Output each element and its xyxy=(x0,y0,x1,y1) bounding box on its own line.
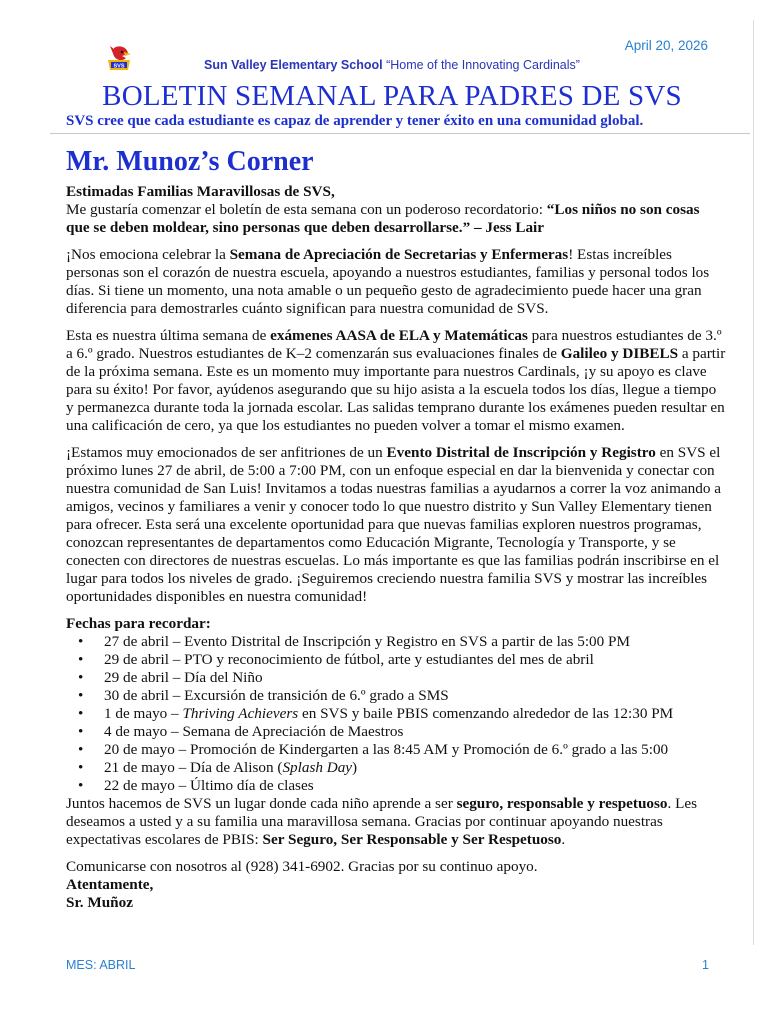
paragraph-quote-text: Me gustaría comenzar el boletín de esta semana con un poderoso recordatorio: xyxy=(66,201,547,218)
dates-heading: Fechas para recordar: xyxy=(66,615,211,632)
p2-text-c: ! Estas increíbles personas son el corazón de nuestra escuela, apoyando a nuestros estudiantes, familias y personal todos los días. Si tiene un momento, una nota amable o un pequeño gesto de agradecimiento puede hacer una gran diferencia para demostrarles cuánto significan para nuestra comunidad de SVS. xyxy=(66,246,710,317)
header-divider xyxy=(50,133,750,134)
school-line xyxy=(0,58,784,72)
date-item xyxy=(66,705,726,723)
page-edge-line xyxy=(753,20,754,945)
newsletter-body xyxy=(66,144,726,912)
p5-text-e: . xyxy=(561,831,566,848)
footer-month: MES: ABRIL xyxy=(66,958,136,972)
paragraph-testing xyxy=(66,327,726,435)
greeting-text: Estimadas Familias Maravillosas de SVS, xyxy=(66,183,335,200)
paragraph-quote xyxy=(66,201,726,237)
newsletter-subtitle: SVS cree que cada estudiante es capaz de aprender y tener éxito en una comunidad global. xyxy=(66,113,644,129)
date-item xyxy=(66,741,726,759)
date-item-text: 27 de abril – Evento Distrital de Inscripción y Registro en SVS a partir de las 5:00 PM xyxy=(104,633,630,650)
p3-text-a: Esta es nuestra última semana de xyxy=(66,327,271,344)
p5-text-a: Juntos hacemos de SVS un lugar donde cada niño aprende a ser xyxy=(66,795,457,812)
p3-bold-2: Galileo y DIBELS xyxy=(560,345,679,362)
p4-text-c: en SVS el próximo lunes 27 de abril, de 5:00 a 7:00 PM, con un enfoque especial en dar la bienvenida y conectar con nuestra comunidad de San Luis! Invitamos a todas nuestras familias a ayudarnos a correr la voz animando a amigos, vecinos y familiares a venir y conocer todo lo que nuestro distrito y Sun Valley Elementary tienen para ofrecer. Esta será una excelente oportunidad para que nuevas familias exploren nuestros programas, conozcan representantes de departamentos como Educación Migrante, Tecnología y Transporte, y se conecten con directores de nuestras escuelas. Lo más importante es que las familias podrán inscribirse en el lugar para todos los niveles de grado. ¡Seguiremos creciendo nuestra familia SVS y mostrar las increíbles oportunidades disponibles en nuestra comunidad! xyxy=(66,444,721,605)
contact-line: Comunicarse con nosotros al (928) 341-6902. Gracias por su continuo apoyo. xyxy=(66,858,538,875)
date-item-text: 22 de mayo – Último día de clases xyxy=(104,777,314,794)
dates-list xyxy=(66,633,726,795)
date-item-text: 29 de abril – Día del Niño xyxy=(104,669,263,686)
paragraph-appreciation xyxy=(66,246,726,318)
page-number: 1 xyxy=(702,958,709,972)
date-item xyxy=(66,759,726,777)
p5-bold-1: seguro, responsable y respetuoso xyxy=(456,795,668,812)
date-item-text: 1 de mayo – xyxy=(104,705,183,722)
closing: Atentamente, xyxy=(66,876,154,893)
quote-bold: “Los niños no son cosas que se deben moldear, sino personas que deben desarrollarse.” – Jess Lair xyxy=(66,201,700,236)
greeting xyxy=(66,183,726,201)
date-item xyxy=(66,723,726,741)
date-item-text-end: ) xyxy=(352,759,358,776)
p4-bold: Evento Distrital de Inscripción y Registro xyxy=(386,444,656,461)
date-item-text: 20 de mayo – Promoción de Kindergarten a las 8:45 AM y Promoción de 6.º grado a las 5:00 xyxy=(104,741,669,758)
date-item xyxy=(66,777,726,795)
p4-text-a: ¡Estamos muy emocionados de ser anfitriones de un xyxy=(66,444,387,461)
paragraph-event xyxy=(66,444,726,606)
date-item xyxy=(66,633,726,651)
signature: Sr. Muñoz xyxy=(66,894,133,911)
date-item xyxy=(66,687,726,705)
school-name: Sun Valley Elementary School xyxy=(204,58,383,72)
newsletter-title: BOLETIN SEMANAL PARA PADRES DE SVS xyxy=(102,80,682,112)
section-title: Mr. Munoz’s Corner xyxy=(66,146,314,177)
date-item-text: 4 de mayo – Semana de Apreciación de Maestros xyxy=(104,723,404,740)
date-item-text: 29 de abril – PTO y reconocimiento de fútbol, arte y estudiantes del mes de abril xyxy=(104,651,594,668)
newsletter-date: April 20, 2026 xyxy=(624,38,708,53)
svg-text:SVS: SVS xyxy=(113,63,125,70)
date-item-text-end: en SVS y baile PBIS comenzando alrededor de las 12:30 PM xyxy=(298,705,674,722)
p3-text-c: para nuestros estudiantes de 3.º a 6.º grado. Nuestros estudiantes de K–2 comenzarán sus evaluaciones finales de xyxy=(66,327,722,362)
p3-bold-1: exámenes AASA de ELA y Matemáticas xyxy=(270,327,528,344)
date-item xyxy=(66,669,726,687)
p2-text-a: ¡Nos emociona celebrar la xyxy=(66,246,230,263)
p5-bold-2: Ser Seguro, Ser Responsable y Ser Respetuoso xyxy=(262,831,562,848)
p3-text-e: a partir de la próxima semana. Este es un momento muy importante para nuestros Cardinals, ¡y su apoyo es clave para su éxito! Por favor, ayúdenos asegurando que su hijo asista a la escuela todos los días, llegue a tiempo y permanezca durante toda la jornada escolar. Las salidas temprano durante los exámenes pueden resultar en una calificación de cero, ya que los estudiantes no pueden volver a tomar el mismo examen. xyxy=(66,345,726,434)
date-item-italic: Splash Day xyxy=(282,759,353,776)
p2-bold: Semana de Apreciación de Secretarias y Enfermeras xyxy=(229,246,569,263)
date-item-italic: Thriving Achievers xyxy=(182,705,299,722)
date-item xyxy=(66,651,726,669)
date-item-text: 30 de abril – Excursión de transición de 6.º grado a SMS xyxy=(104,687,449,704)
p5-text-c: . Les deseamos a usted y a su familia una maravillosa semana. Gracias por continuar apoyando nuestras expectativas escolares de PBIS: xyxy=(66,795,698,848)
paragraph-closing xyxy=(66,795,726,849)
date-item-text: 21 de mayo – Día de Alison ( xyxy=(104,759,283,776)
school-tagline: “Home of the Innovating Cardinals” xyxy=(386,58,580,72)
